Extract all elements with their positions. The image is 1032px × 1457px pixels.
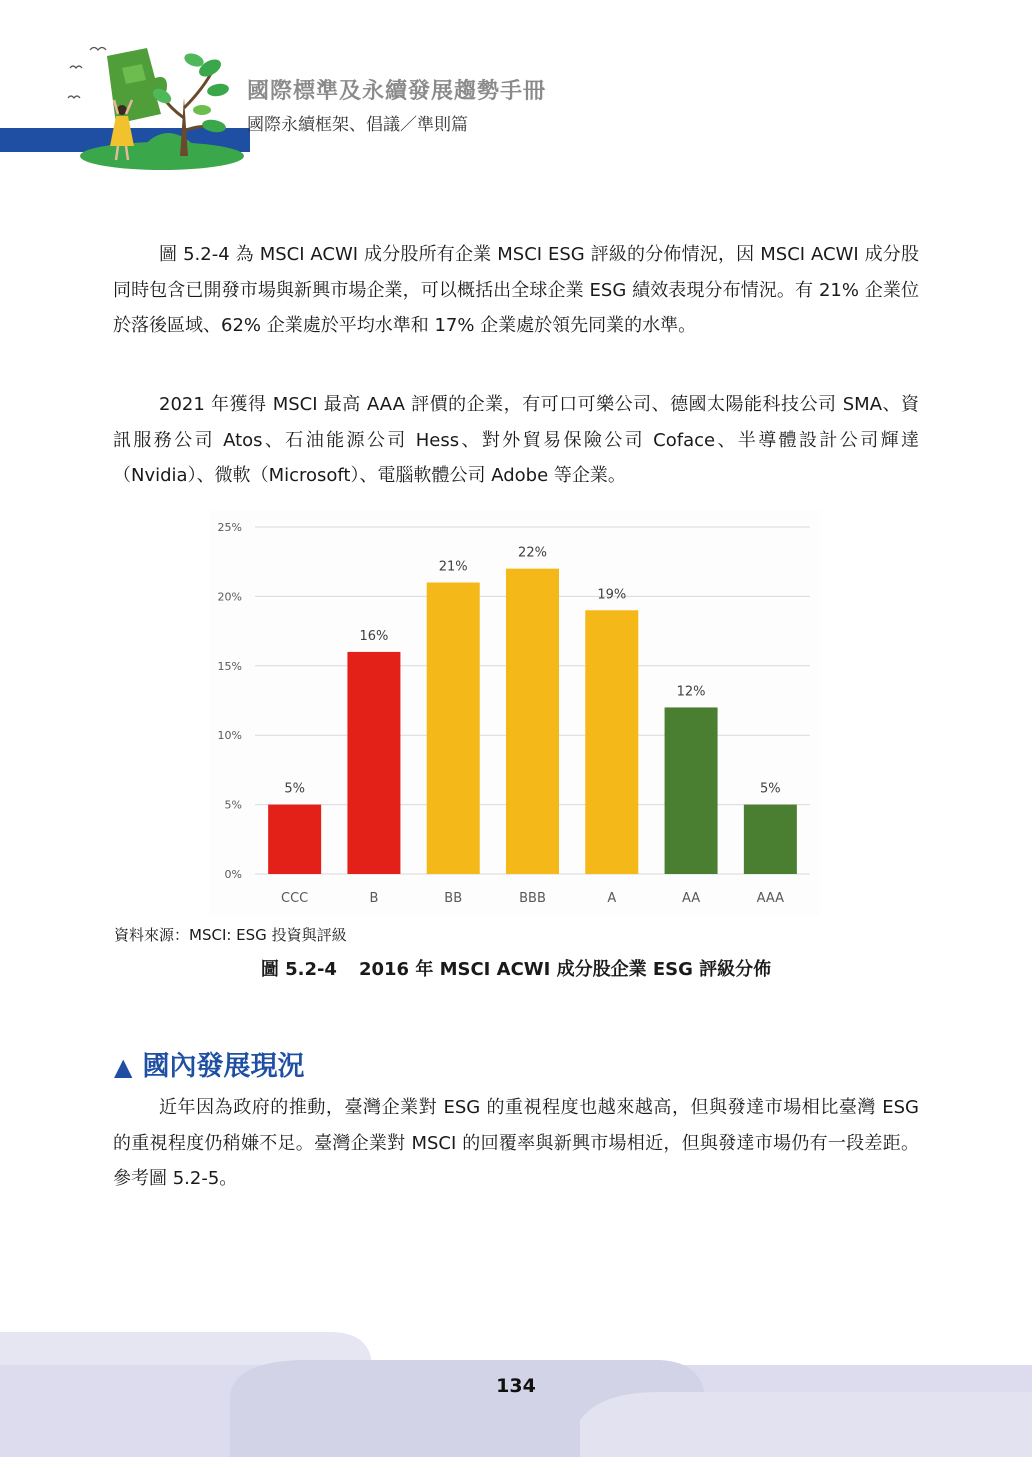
figure-caption-number: 圖 5.2-4 <box>260 959 337 980</box>
section-paragraph: 近年因為政府的推動，臺灣企業對 ESG 的重視程度也越來越高，但與發達市場相比臺灣 ESG 的重視程度仍稍嫌不足。臺灣企業對 MSCI 的回覆率與新興市場相近，但與發達市場仍有一段差距。參考圖 5.2-5。 <box>113 1097 919 1189</box>
y-tick-label: 5% <box>224 798 242 812</box>
tree-puzzle-girl-icon <box>62 38 252 170</box>
figure-caption-text: 2016 年 MSCI ACWI 成分股企業 ESG 評級分佈 <box>358 959 772 980</box>
x-tick-label: AA <box>681 891 701 906</box>
esg-rating-chart <box>210 510 820 915</box>
page-number: 134 <box>496 1375 536 1397</box>
header-subtitle: 國際永續框架、倡議／準則篇 <box>247 115 468 135</box>
bar <box>744 805 797 874</box>
bar <box>268 805 321 874</box>
x-tick-label: CCC <box>281 891 309 906</box>
data-label: 5% <box>284 781 305 797</box>
x-tick-label: BB <box>444 891 463 906</box>
section-heading <box>114 1044 304 1083</box>
data-label: 19% <box>597 587 627 603</box>
x-tick-label: B <box>369 891 379 906</box>
section-heading-text: 國內發展現況 <box>142 1051 305 1082</box>
figure-source: 資料來源：MSCI: ESG 投資與評級 <box>114 926 347 944</box>
body-paragraph-1: 圖 5.2-4 為 MSCI ACWI 成分股所有企業 MSCI ESG 評級的分佈情況，因 MSCI ACWI 成分股同時包含已開發市場與新興市場企業，可以概括出全球企業 ESG 績效表現分布情況。有 21% 企業位於落後區域、62% 企業處於平均水準和 17% 企業處於領先同業的水準。 <box>113 244 919 336</box>
triangle-up-icon: ▲ <box>114 1053 133 1081</box>
x-tick-label: BBB <box>519 891 546 906</box>
y-tick-label: 10% <box>217 729 242 743</box>
x-tick-label: AAA <box>756 891 785 906</box>
figure-caption <box>0 955 1032 981</box>
bar <box>506 569 559 874</box>
data-label: 21% <box>438 559 468 575</box>
data-label: 22% <box>518 545 547 561</box>
data-label: 12% <box>676 684 706 700</box>
chart-svg <box>210 510 820 915</box>
bar <box>347 652 400 874</box>
data-label: 5% <box>760 781 781 797</box>
y-tick-label: 0% <box>224 868 242 881</box>
y-tick-label: 15% <box>217 659 242 673</box>
y-tick-label: 20% <box>217 590 242 604</box>
bar <box>427 583 480 874</box>
x-tick-label: A <box>607 891 617 906</box>
body-paragraph-2: 2021 年獲得 MSCI 最高 AAA 評價的企業，有可口可樂公司、德國太陽能科技公司 SMA、資訊服務公司 Atos、石油能源公司 Hess、對外貿易保險公司 Coface、半導體設計公司輝達（Nvidia）、微軟（Microsoft）、電腦軟體公司 Adobe 等企業。 <box>113 394 919 486</box>
data-label: 16% <box>359 628 389 644</box>
bar <box>665 707 718 874</box>
header-title: 國際標準及永續發展趨勢手冊 <box>247 79 547 104</box>
bar <box>585 610 638 874</box>
y-tick-label: 25% <box>217 521 242 534</box>
